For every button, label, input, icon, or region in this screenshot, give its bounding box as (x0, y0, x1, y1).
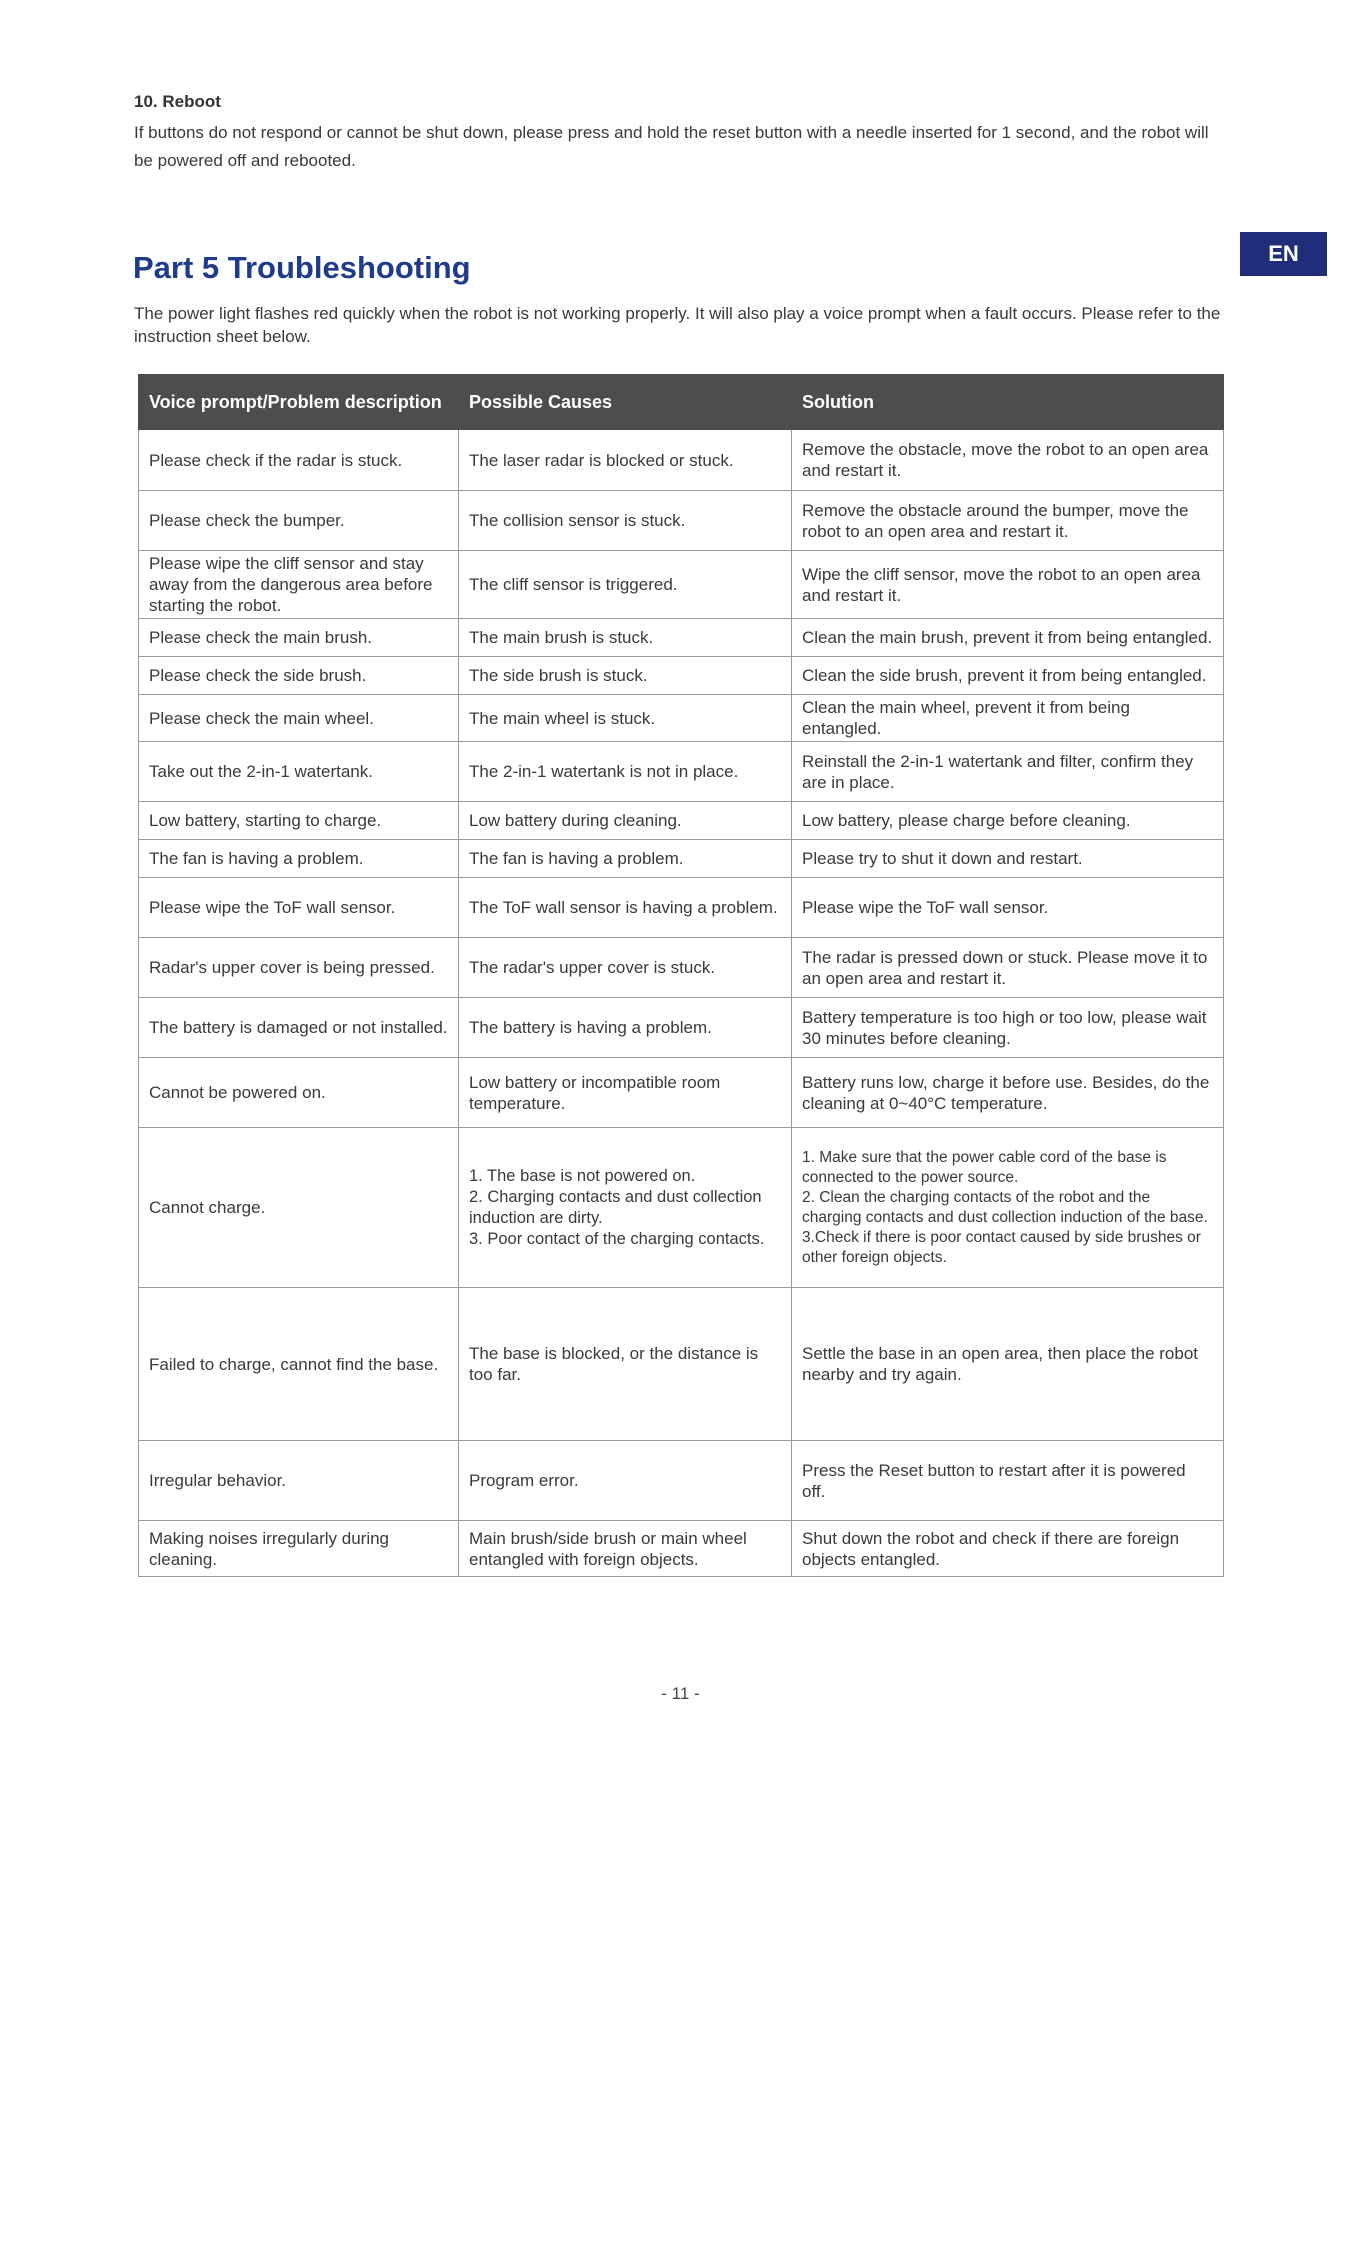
solution-cell: Please wipe the ToF wall sensor. (792, 878, 1224, 938)
cause-cell: The cliff sensor is triggered. (459, 551, 792, 619)
solution-cell: Low battery, please charge before cleaning. (792, 802, 1224, 840)
solution-cell: Settle the base in an open area, then place the robot nearby and try again. (792, 1288, 1224, 1441)
table-row (139, 742, 1224, 802)
cause-cell: The fan is having a problem. (459, 840, 792, 878)
problem-cell: Cannot be powered on. (139, 1058, 459, 1128)
language-badge: EN (1240, 232, 1327, 276)
problem-cell: Please check the bumper. (139, 491, 459, 551)
table-row (139, 695, 1224, 742)
solution-cell: Please try to shut it down and restart. (792, 840, 1224, 878)
cause-cell: The ToF wall sensor is having a problem. (459, 878, 792, 938)
table-row (139, 998, 1224, 1058)
problem-cell: Irregular behavior. (139, 1441, 459, 1521)
solution-cell: Press the Reset button to restart after it is powered off. (792, 1441, 1224, 1521)
solution-cell: Reinstall the 2-in-1 watertank and filter, confirm they are in place. (792, 742, 1224, 802)
table-row (139, 619, 1224, 657)
solution-cell: Battery temperature is too high or too low, please wait 30 minutes before cleaning. (792, 998, 1224, 1058)
table-row (139, 430, 1224, 491)
problem-cell: Please wipe the ToF wall sensor. (139, 878, 459, 938)
problem-cell: Low battery, starting to charge. (139, 802, 459, 840)
problem-cell: Please check the main wheel. (139, 695, 459, 742)
cause-cell: The side brush is stuck. (459, 657, 792, 695)
header-solution: Solution (792, 375, 1224, 430)
solution-cell: 1. Make sure that the power cable cord of the base is connected to the power source. 2. Clean the charging contacts of the robot and the charging contacts and dust collection induction of the base. 3.Check if there is poor contact caused by side brushes or other foreign objects. (792, 1128, 1224, 1288)
cause-cell: The battery is having a problem. (459, 998, 792, 1058)
table-row (139, 1441, 1224, 1521)
cause-cell: The collision sensor is stuck. (459, 491, 792, 551)
table-row (139, 1288, 1224, 1441)
solution-cell: Battery runs low, charge it before use. Besides, do the cleaning at 0~40°C temperature. (792, 1058, 1224, 1128)
cause-cell: The 2-in-1 watertank is not in place. (459, 742, 792, 802)
header-causes: Possible Causes (459, 375, 792, 430)
solution-cell: Shut down the robot and check if there are foreign objects entangled. (792, 1521, 1224, 1577)
troubleshooting-table (138, 374, 1224, 1577)
intro-paragraph: The power light flashes red quickly when the robot is not working properly. It will also play a voice prompt when a fault occurs. Please refer to the instruction sheet below. (134, 304, 1221, 346)
problem-cell: Please check if the radar is stuck. (139, 430, 459, 491)
problem-cell: Please wipe the cliff sensor and stay away from the dangerous area before starting the robot. (139, 551, 459, 619)
problem-cell: Radar's upper cover is being pressed. (139, 938, 459, 998)
cause-cell: The base is blocked, or the distance is too far. (459, 1288, 792, 1441)
table-row (139, 491, 1224, 551)
problem-cell: Please check the main brush. (139, 619, 459, 657)
solution-cell: Remove the obstacle, move the robot to an open area and restart it. (792, 430, 1224, 491)
problem-cell: The fan is having a problem. (139, 840, 459, 878)
problem-cell: Making noises irregularly during cleaning. (139, 1521, 459, 1577)
solution-cell: The radar is pressed down or stuck. Please move it to an open area and restart it. (792, 938, 1224, 998)
part-title: Part 5 Troubleshooting (133, 250, 471, 285)
reboot-paragraph: If buttons do not respond or cannot be shut down, please press and hold the reset button with a needle inserted for 1 second, and the robot will be powered off and rebooted. (134, 123, 1209, 170)
problem-cell: Take out the 2-in-1 watertank. (139, 742, 459, 802)
solution-cell: Clean the main brush, prevent it from being entangled. (792, 619, 1224, 657)
table-row (139, 1128, 1224, 1288)
cause-cell: The radar's upper cover is stuck. (459, 938, 792, 998)
cause-cell: Program error. (459, 1441, 792, 1521)
table-row (139, 657, 1224, 695)
reboot-heading: 10. Reboot (134, 92, 221, 111)
table-body (139, 430, 1224, 1577)
table-row (139, 938, 1224, 998)
cause-cell: Low battery or incompatible room temperature. (459, 1058, 792, 1128)
page-number: - 11 - (661, 1684, 700, 1703)
problem-cell: Failed to charge, cannot find the base. (139, 1288, 459, 1441)
table-row (139, 551, 1224, 619)
header-problem: Voice prompt/Problem description (139, 375, 459, 430)
table-row (139, 1058, 1224, 1128)
cause-cell: The main wheel is stuck. (459, 695, 792, 742)
cause-cell: The main brush is stuck. (459, 619, 792, 657)
problem-cell: Please check the side brush. (139, 657, 459, 695)
cause-cell: Low battery during cleaning. (459, 802, 792, 840)
problem-cell: Cannot charge. (139, 1128, 459, 1288)
solution-cell: Wipe the cliff sensor, move the robot to an open area and restart it. (792, 551, 1224, 619)
cause-cell: The laser radar is blocked or stuck. (459, 430, 792, 491)
cause-cell: 1. The base is not powered on. 2. Charging contacts and dust collection induction are dirty. 3. Poor contact of the charging contacts. (459, 1128, 792, 1288)
solution-cell: Remove the obstacle around the bumper, move the robot to an open area and restart it. (792, 491, 1224, 551)
table-header-row (139, 375, 1224, 430)
problem-cell: The battery is damaged or not installed. (139, 998, 459, 1058)
table-row (139, 1521, 1224, 1577)
table-row (139, 802, 1224, 840)
solution-cell: Clean the main wheel, prevent it from being entangled. (792, 695, 1224, 742)
table-row (139, 878, 1224, 938)
solution-cell: Clean the side brush, prevent it from being entangled. (792, 657, 1224, 695)
cause-cell: Main brush/side brush or main wheel entangled with foreign objects. (459, 1521, 792, 1577)
table-row (139, 840, 1224, 878)
